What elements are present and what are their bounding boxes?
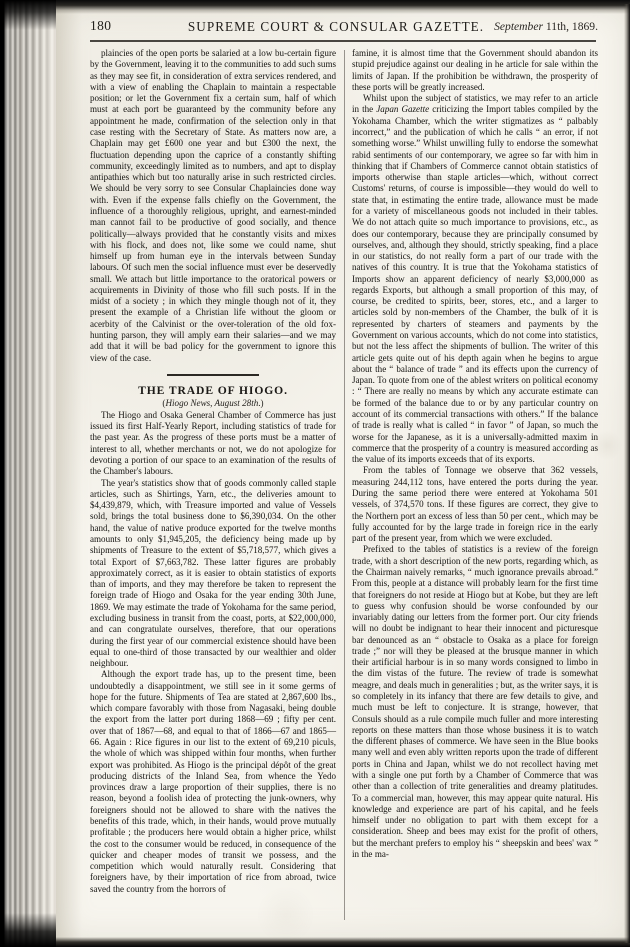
paragraph: Although the export trade has, up to the present time, been undoubtedly a disappointment, we still see in it some germs of hope for the future. Shipments of Tea are stated at 2,867,600 lbs., which compare favorably with those from Nagasaki, being double the export from the latter port during 1868—69 ; fifty per cent. over that of 1867—68, and equal to that of 1866—67 and 1865—66. Again : Rice figures in our list to the extent of 69,210 piculs, the whole of which was shipped within four months, when further export was prohibited. As Hiogo is the principal dépôt of the great producing districts of the Inland Sea, from whence the Yedo provinces draw a large proportion of their supplies, there is no reason, beyond a foolish idea of protecting the junk-owners, why foreigners should not be allowed to share with the natives the benefits of this trade, which, in their hands, would prove mutually profitable ; the producers here would obtain a higher price, whilst the cost to the consumer would be reduced, in consequence of the quicker and cheaper modes of transit we possess, and the competition which would naturally result. Considering that foreigners have, by their importation of rice from abroad, twice saved the country from the horrors of bbox=[90, 669, 336, 894]
page-right-edge-shadow bbox=[624, 4, 630, 943]
source-paper-name: Hiogo News, August bbox=[165, 397, 240, 408]
issue-date-month: September bbox=[494, 20, 544, 33]
body-columns bbox=[90, 48, 598, 928]
gutter-bottom-shadow bbox=[0, 913, 58, 947]
source-day: 28th bbox=[242, 397, 259, 408]
right-column bbox=[352, 48, 598, 928]
paragraph: plaincies of the open ports be salaried at a low bu-certain figure by the Government, leaving it to the communities to add such sums as they may see fit, in consideration of extra services rendered, and with a view of enabling the Chaplain to maintain a respectable position; or let the Government fix a certain sum, half of which must at each port be guaranteed by the community before any appointment he made, confirmation of the selection only in that case resting with the Secretary of State. As matters now are, a Chaplain may get £600 one year and but £300 the next, the fluctuation depending upon the caprice of a constantly shifting community, exceedingly limited as to numbers, and apt to display antipathies which but too naturally arise in such restricted circles. We should be very sorry to see Consular Chaplaincies done way with. Even if the expense falls chiefly on the Government, the influence of a thoroughly religious, upright, and earnest-minded man cannot fail to be productive of good socially, and thence politically—always provided that he constantly visits and mixes with his flock, and does not, like some we could name, shut himself up from human eye in the intervals between Sunday labours. Of such men the social influence must ever be deservedly small. We attach but little importance to the oratorical powers or acquirements in Divinity of those who fill such posts. If in the midst of a society ; in which they mingle though not of it, they present the example of a Christian life without the gloom or acerbity of the Calvinist or the over-toleration of the old fox-hunting parson, they will amply earn their salaries—and we may add that it will be bad policy for the government to ignore this view of the case. bbox=[90, 48, 336, 363]
section-heading: THE TRADE OF HIOGO. bbox=[138, 383, 288, 397]
source-close-paren: .) bbox=[258, 397, 264, 408]
left-column-continued-article bbox=[90, 48, 336, 364]
book-gutter-page-edges bbox=[0, 0, 58, 947]
paragraph: Prefixed to the tables of statistics is a review of the foreign trade, with a short description of the new ports, regarding which, as the Chairman naively remarks, “ much ignorance prevails abroad.” From this, people at a distance will probably learn for the first time that foreigners do not reside at Hiogo but at Kobe, but they are left to guess why confusion should be worse confounded by our invariably dating our letters from the former port. Our city friends will no doubt be indignant to hear their innocent and picturesque bar denounced as an “ obstacle to Osaka as a place for foreign trade ;” nor will they be pleased at the brusque manner in which their artificial harbour is in so many words consigned to limbo in the dim vistas of the future. The review of trade is somewhat meagre, and deals much in generalities ; but, as the writer says, it is so completely in its infancy that there are few details to give, and much must be left to conjecture. It is strange, however, that Consuls should as a rule compile much fuller and more interesting reports on these matters than those whose business it is to watch the different phases of commerce. We have seen in the Blue books many well and even ably written reports upon the trade of different ports in China and Japan, whilst we do not recollect having met with a single one put forth by a Chamber of Commerce that was other than a collection of trite generalities and dreamy platitudes. To a commercial man, however, this may appear quite natural. His knowledge and experience are part of his capital, and he feels himself under no obligation to part with them except for a consideration. Sheep and bees may exist for the profit of others, but the merchant prefers to employ his “ sheepskin and bees' wax ” in the ma- bbox=[352, 544, 598, 859]
issue-date-year: , 1869. bbox=[566, 20, 598, 33]
paragraph: The Hiogo and Osaka General Chamber of Commerce has just issued its first Half-Yearly Report, including statistics of trade for the past year. As the progress of these ports must be a matter of interest to all, whether merchants or not, we do not apologize for devoting a portion of our space to an examination of the results of the Chamber's labours. bbox=[90, 409, 336, 477]
issue-date-day: 11th bbox=[545, 20, 567, 33]
paragraph: From the tables of Tonnage we observe that 362 vessels, measuring 244,112 tons, have entered the ports during the year. During the same period there were entered at Yokohama 501 vessels, of 374,570 tons. If these figures are correct, they give to the Northern port an excess of less than 50 per cent., which may be fully accounted for by the large trade in foreign rice in the early part of the present year, from which we were excluded. bbox=[352, 465, 598, 544]
section-source-credit bbox=[90, 398, 336, 408]
source-open-paren: ( bbox=[162, 397, 166, 408]
column-separator-rule bbox=[344, 50, 345, 920]
issue-date bbox=[494, 20, 598, 33]
section-divider-rule bbox=[167, 374, 259, 376]
left-column bbox=[90, 48, 336, 928]
paragraph: The year's statistics show that of goods commonly called staple articles, such as Shirtings, Yarn, etc., the deliveries amount to $4,439,879, which, with Treasure imported and value of Vessels sold, brings the total business done to $6,390,034. On the other hand, the value of native produce exported for the twelve months amounts to only $1,945,205, the deficiency being made up by shipments of Treasure to the extent of $5,718,577, which gives a total Export of $7,663,782. These latter figures are probably approximately correct, as it is easier to obtain statistics of exports than of imports, and they may therefore be taken to represent the foreign trade of Hiogo and Osaka for the year ending 30th June, 1869. We may estimate the trade of Yokohama for the same period, excluding business in transit from the coast, ports, at $22,000,000, and can congratulate ourselves, therefore, that our operations during the first year of our commercial existence should have been equal to one-third of those transacted by our wealthier and older neighbour. bbox=[90, 477, 336, 669]
page-top-edge-shadow bbox=[56, 0, 630, 14]
publication-title: SUPREME COURT & CONSULAR GAZETTE. bbox=[187, 19, 485, 34]
running-head bbox=[90, 18, 598, 38]
page-sheet bbox=[56, 4, 630, 943]
page-number: 180 bbox=[90, 18, 112, 33]
header-rule bbox=[90, 40, 596, 42]
paragraph: famine, it is almost time that the Government should abandon its stupid prejudice against our dealing in he article for sale within the limits of Japan. If the prohibition be withdrawn, the prosperity of these ports will be greatly increased. bbox=[352, 48, 598, 92]
page-bottom-edge-shadow bbox=[56, 937, 630, 947]
paragraph: Whilst upon the subject of statistics, we may refer to an article in the Japan Gazette criticizing the Import tables compiled by the Yokohama Chamber, which the writer stigmatizes as “ palbably incorrect,” and the publication of which he calls “ an error, if not something worse.” Whilst unwilling fully to endorse the somewhat rabid sentiments of our contemporary, we agree so far with him in thinking that if Chambers of Commerce cannot obtain statistics of imports otherwise than staple articles—which, without correct Customs' returns, of course is impossible—they would do well to state that, in estimating the entire trade, allowance must be made for a variety of miscellaneous goods not included in their tables. We do not attach quite so much importance to provisions, etc., as does our contemporary, because they are principally consumed by ourselves, and, although they should, strictly speaking, find a place in our statistics, do not really form a part of our trade with the natives of this country. It is true that the Yokohama statistics of Imports show an apparent deficiency of nearly $3,000,000 as regards Exports, but although a small proportion of this may, of course, be credited to spirits, beer, stores, etc., and a larger to articles sold by non-members of the Chamber, the bulk of it is represented by charters of steamers and payments by the Government on various accounts, which do not come into statistics, but not the less affect the shipments of bullion. The writer of this article gets quite out of his depth again when he begins to argue about the “ balance of trade ” and its effects upon the currency of Japan. To quote from one of the ablest writers on political economy : “ There are really no means by which any accurate estimate can be formed of the balance due to or by any particular country on account of its commercial transactions with others.” If the balance of trade is really what is called “ in favor ” of Japan, so much the worse for the Japanese, as it is a universally-admitted maxim in commerce that the prosperity of a country is measured according as the value of its imports exceeds that of its exports. bbox=[352, 93, 598, 465]
gutter-top-shadow bbox=[0, 0, 58, 30]
